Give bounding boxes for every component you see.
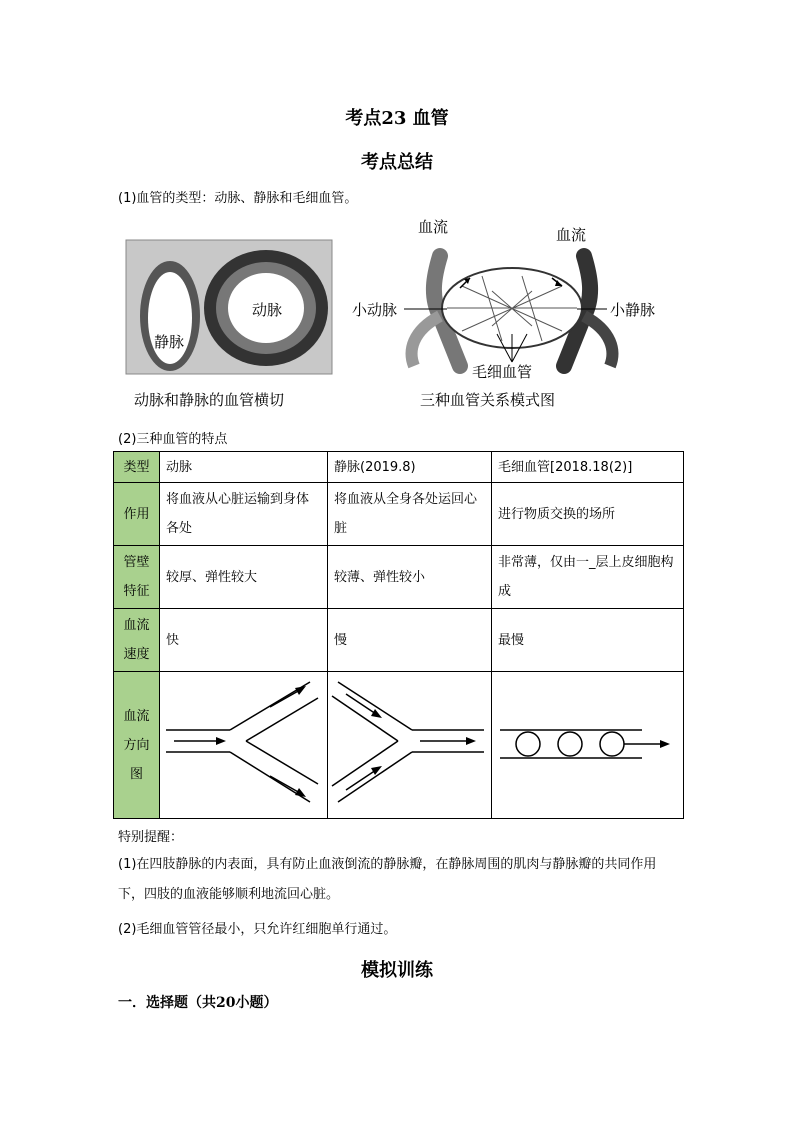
- row-label-function: 作用: [114, 483, 160, 546]
- table-row: [114, 483, 684, 546]
- table-cell: 慢: [328, 609, 492, 672]
- table-row: [114, 546, 684, 609]
- header-vein: 静脉(2019.8): [328, 452, 492, 483]
- question-section-heading: 一．选择题（共20小题）: [118, 995, 278, 1011]
- vein-flow-diagram: [328, 672, 492, 819]
- vessel-characteristics-table: [113, 451, 684, 819]
- row-label-direction: 血流方向图: [114, 672, 160, 819]
- table-cell: 快: [160, 609, 328, 672]
- table-cell: 最慢: [492, 609, 684, 672]
- table-header-row: [114, 452, 684, 483]
- left-figure-caption: 动脉和静脉的血管横切: [134, 391, 285, 409]
- header-type: 类型: [114, 452, 160, 483]
- header-capillary: 毛细血管[2018.18(2)]: [492, 452, 684, 483]
- table-cell: 进行物质交换的场所: [492, 483, 684, 546]
- flow-label-left: 血流: [418, 218, 449, 236]
- small-vein-label: 小静脉: [610, 301, 656, 319]
- capillary-flow-diagram: [492, 672, 684, 819]
- artery-label: 动脉: [252, 301, 283, 319]
- notes-title: 特别提醒：: [118, 830, 184, 845]
- table-cell: 较薄、弹性较小: [328, 546, 492, 609]
- right-figure-caption: 三种血管关系模式图: [420, 391, 556, 409]
- section-practice-title: 模拟训练: [361, 960, 433, 981]
- vessel-relation-figure: [352, 216, 672, 386]
- table-row: [114, 609, 684, 672]
- note-2: (2)毛细血管管径最小，只允许红细胞单行通过。: [118, 922, 397, 937]
- small-artery-label: 小动脉: [352, 301, 398, 319]
- table-title: (2)三种血管的特点: [118, 432, 228, 447]
- table-cell: 非常薄，仅由一_层上皮细胞构成: [492, 546, 684, 609]
- table-row: [114, 672, 684, 819]
- row-label-wall: 管壁特征: [114, 546, 160, 609]
- artery-flow-diagram: [160, 672, 328, 819]
- flow-label-right: 血流: [556, 226, 587, 244]
- table-cell: 将血液从心脏运输到身体各处: [160, 483, 328, 546]
- capillary-label: 毛细血管: [472, 363, 533, 381]
- intro-text: (1)血管的类型：动脉、静脉和毛细血管。: [118, 191, 358, 206]
- page-title: 考点23 血管: [345, 108, 449, 129]
- section-summary-title: 考点总结: [361, 152, 433, 173]
- header-artery: 动脉: [160, 452, 328, 483]
- row-label-speed: 血流速度: [114, 609, 160, 672]
- note-1: (1)在四肢静脉的内表面，具有防止血液倒流的静脉瓣，在静脉周围的肌肉与静脉瓣的共同作用下，四肢的血液能够顺利地流回心脏。: [118, 857, 657, 902]
- table-cell: 将血液从全身各处运回心脏: [328, 483, 492, 546]
- table-cell: 较厚、弹性较大: [160, 546, 328, 609]
- vein-label: 静脉: [154, 333, 185, 351]
